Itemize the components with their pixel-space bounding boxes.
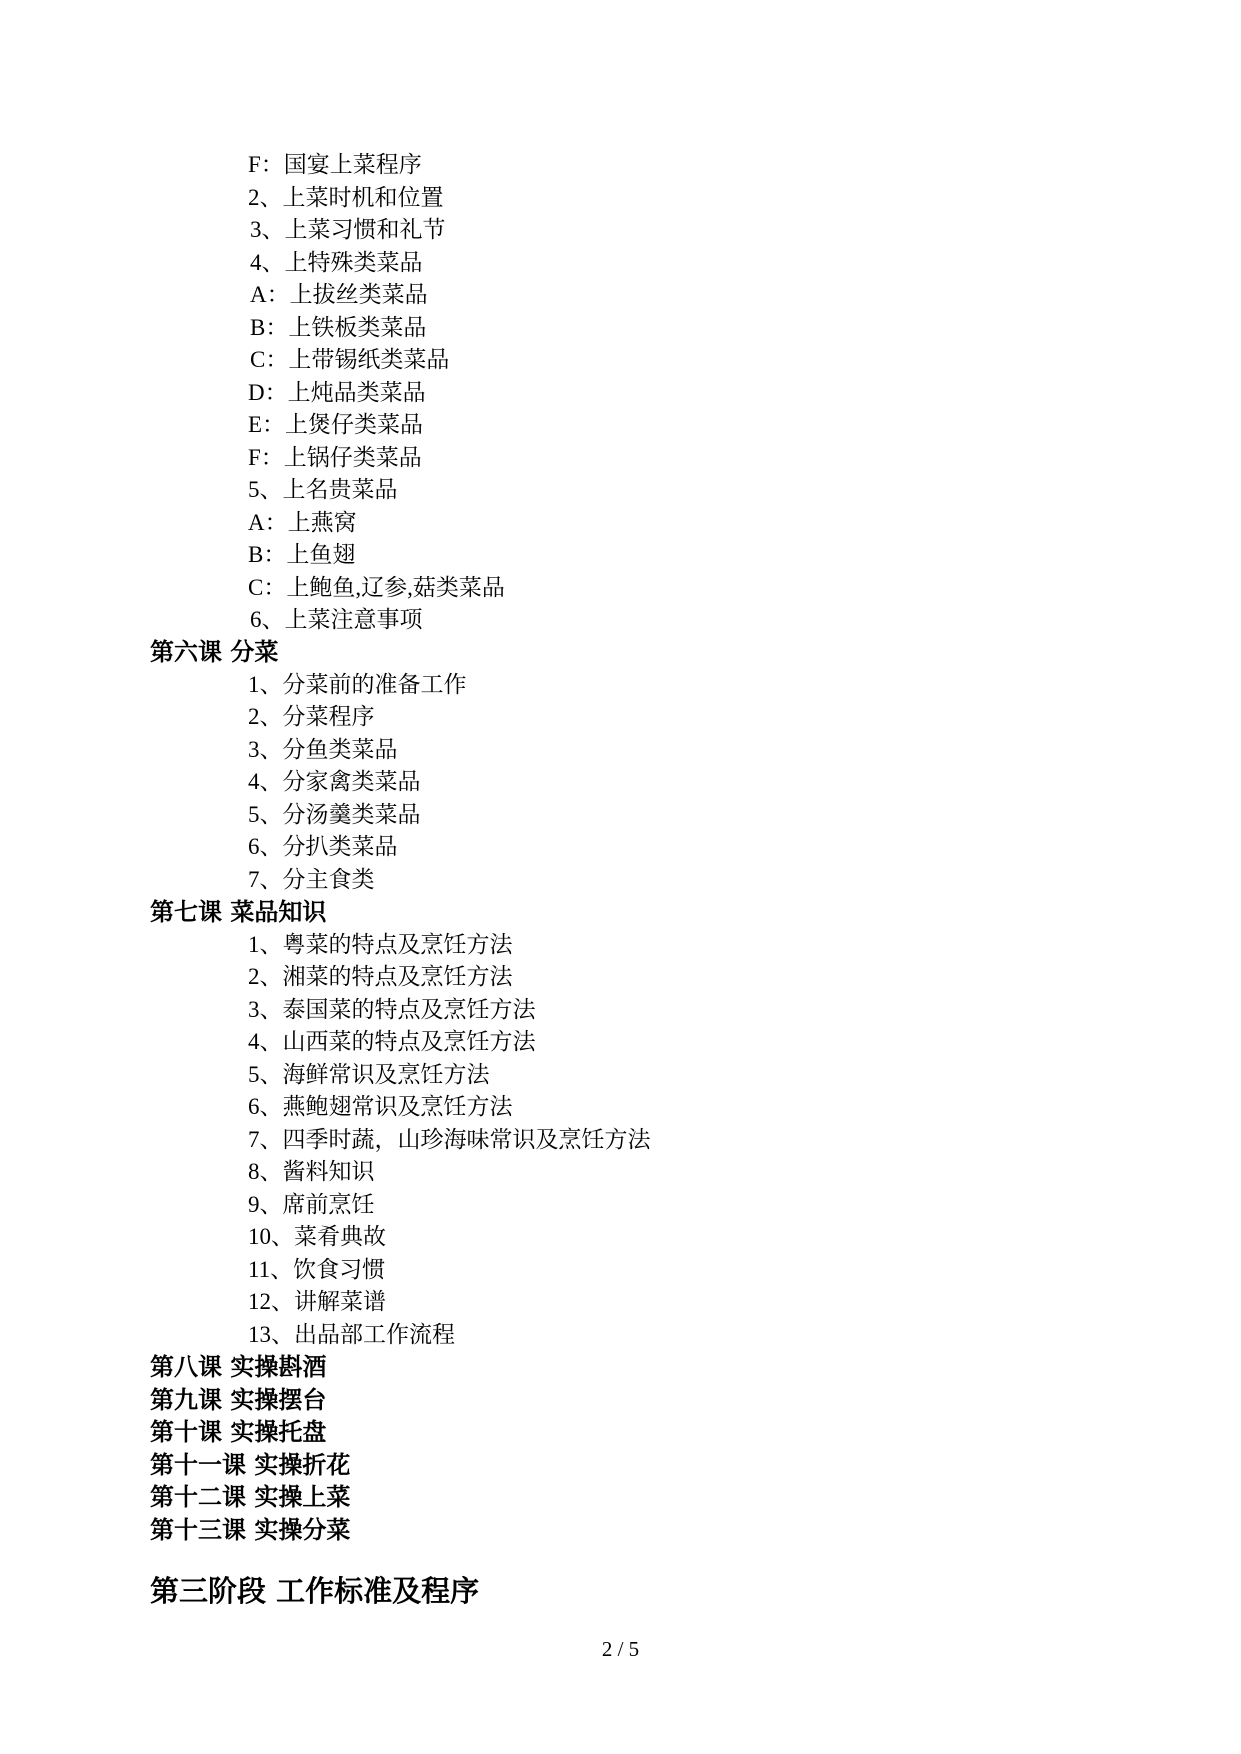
lesson-8-heading: 第八课 实操斟酒: [150, 1353, 327, 1381]
item-portioning-poultry: 4、分家禽类菜品: [248, 769, 421, 794]
lesson-9-heading: 第九课 实操摆台: [150, 1386, 327, 1414]
item-a-candied-dishes: A：上拔丝类菜品: [250, 282, 428, 307]
item-sauce-knowledge: 8、酱料知识: [248, 1159, 375, 1184]
lesson-6-heading: 第六课 分菜: [150, 638, 279, 666]
item-thai-cuisine: 3、泰国菜的特点及烹饪方法: [248, 997, 536, 1022]
item-portioning-braised: 6、分扒类菜品: [248, 834, 398, 859]
item-serving-timing-position: 2、上菜时机和位置: [248, 185, 444, 210]
item-c-foil-dishes: C：上带锡纸类菜品: [250, 347, 450, 372]
item-cantonese-cuisine: 1、粤菜的特点及烹饪方法: [248, 932, 513, 957]
item-serving-habits-etiquette: 3、上菜习惯和礼节: [250, 217, 446, 242]
item-e-claypot-dishes: E：上煲仔类菜品: [248, 412, 424, 437]
item-hunan-cuisine: 2、湘菜的特点及烹饪方法: [248, 964, 513, 989]
lesson-10-heading: 第十课 实操托盘: [150, 1418, 327, 1446]
page-number: 2 / 5: [601, 1637, 640, 1661]
item-serving-special-dishes: 4、上特殊类菜品: [250, 250, 423, 275]
item-f-small-pot-dishes: F：上锅仔类菜品: [248, 445, 422, 470]
item-portioning-staple: 7、分主食类: [248, 867, 375, 892]
item-birds-nest-abalone-fin: 6、燕鲍翅常识及烹饪方法: [248, 1094, 513, 1119]
lesson-7-heading: 第七课 菜品知识: [150, 898, 327, 926]
item-c-abalone-sea-cucumber: C：上鲍鱼,辽参,菇类菜品: [248, 575, 505, 600]
item-dish-stories: 10、菜肴典故: [248, 1224, 386, 1249]
item-f-state-banquet-order: F：国宴上菜程序: [248, 152, 422, 177]
lesson-12-heading: 第十二课 实操上菜: [150, 1483, 351, 1511]
lesson-13-heading: 第十三课 实操分菜: [150, 1516, 351, 1544]
item-portioning-soup: 5、分汤羹类菜品: [248, 802, 421, 827]
item-kitchen-workflow: 13、出品部工作流程: [248, 1322, 455, 1347]
lesson-11-heading: 第十一课 实操折花: [150, 1451, 351, 1479]
item-b-iron-plate-dishes: B：上铁板类菜品: [250, 315, 427, 340]
item-seafood-knowledge: 5、海鲜常识及烹饪方法: [248, 1062, 490, 1087]
item-seasonal-vegetables: 7、四季时蔬，山珍海味常识及烹饪方法: [248, 1127, 651, 1152]
item-d-stewed-dishes: D：上炖品类菜品: [248, 380, 426, 405]
item-portioning-preparation: 1、分菜前的准备工作: [248, 672, 467, 697]
item-eating-habits: 11、饮食习惯: [248, 1257, 386, 1282]
item-portioning-procedure: 2、分菜程序: [248, 704, 375, 729]
item-menu-explanation: 12、讲解菜谱: [248, 1289, 386, 1314]
item-serving-notes: 6、上菜注意事项: [250, 607, 423, 632]
item-portioning-fish: 3、分鱼类菜品: [248, 737, 398, 762]
stage-3-heading: 第三阶段 工作标准及程序: [150, 1574, 480, 1608]
item-serving-premium-dishes: 5、上名贵菜品: [248, 477, 398, 502]
item-tableside-cooking: 9、席前烹饪: [248, 1192, 375, 1217]
item-b-shark-fin: B：上鱼翅: [248, 542, 356, 567]
item-a-birds-nest: A：上燕窝: [248, 510, 357, 535]
item-shanxi-cuisine: 4、山西菜的特点及烹饪方法: [248, 1029, 536, 1054]
